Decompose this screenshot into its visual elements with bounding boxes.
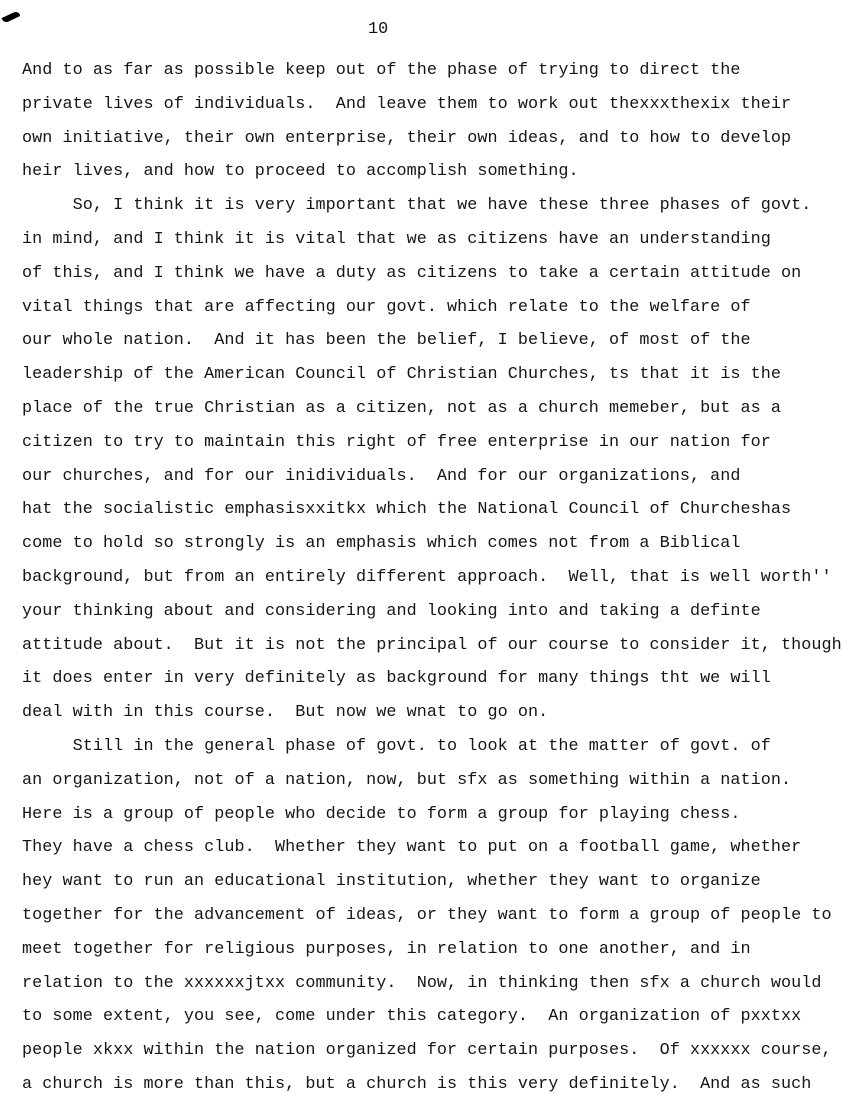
text-line: relation to the xxxxxxjtxx community. Now, in thinking then sfx a church would <box>22 973 822 993</box>
text-line: own initiative, their own enterprise, their own ideas, and to how to develop <box>22 128 792 148</box>
text-line: come to hold so strongly is an emphasis which comes not from a Biblical <box>22 534 741 554</box>
text-line: place of the true Christian as a citizen, not as a church memeber, but as a <box>22 398 782 418</box>
text-line: in mind, and I think it is vital that we as citizens have an understanding <box>22 229 771 249</box>
text-line: vital things that are affecting our govt. which relate to the welfare of <box>22 297 751 317</box>
text-line: it does enter in very definitely as background for many things tht we will <box>22 669 771 689</box>
page-number: 10 <box>368 20 389 39</box>
text-line: an organization, not of a nation, now, but sfx as something within a nation. <box>22 770 792 790</box>
text-line: citizen to try to maintain this right of free enterprise in our nation for <box>22 432 771 452</box>
text-line: attitude about. But it is not the principal of our course to consider it, though <box>22 635 842 655</box>
text-line: background, but from an entirely different approach. Well, that is well worth'' <box>22 567 832 587</box>
text-line: our churches, and for our inidividuals. And for our organizations, and <box>22 466 741 486</box>
text-line: So, I think it is very important that we have these three phases of govt. <box>22 196 812 216</box>
text-line: hey want to run an educational institution, whether they want to organize <box>22 872 761 892</box>
text-line: Here is a group of people who decide to form a group for playing chess. <box>22 804 741 824</box>
text-line: of this, and I think we have a duty as citizens to take a certain attitude on <box>22 263 802 283</box>
text-line: to some extent, you see, come under this category. An organization of pxxtxx <box>22 1007 802 1027</box>
text-line: hat the socialistic emphasisxxitkx which the National Council of Churcheshas <box>22 500 792 520</box>
text-line: people xkxx within the nation organized for certain purposes. Of xxxxxx course, <box>22 1041 832 1061</box>
text-line: Still in the general phase of govt. to look at the matter of govt. of <box>22 736 771 756</box>
text-line: meet together for religious purposes, in relation to one another, and in <box>22 939 751 959</box>
text-line: your thinking about and considering and looking into and taking a definte <box>22 601 761 621</box>
text-line: leadership of the American Council of Christian Churches, ts that it is the <box>22 365 782 385</box>
text-line: our whole nation. And it has been the belief, I believe, of most of the <box>22 331 751 351</box>
document-body <box>22 54 842 1102</box>
text-line: heir lives, and how to proceed to accomplish something. <box>22 162 579 182</box>
text-line: a church is more than this, but a church is this very definitely. And as such <box>22 1074 812 1094</box>
text-line: deal with in this course. But now we wnat to go on. <box>22 703 549 723</box>
margin-ink-mark <box>2 10 21 23</box>
text-line: together for the advancement of ideas, or they want to form a group of people to <box>22 905 832 925</box>
text-line: private lives of individuals. And leave them to work out thexxxthexix their <box>22 94 792 114</box>
text-line: And to as far as possible keep out of the phase of trying to direct the <box>22 61 741 80</box>
text-line: They have a chess club. Whether they want to put on a football game, whether <box>22 838 802 858</box>
